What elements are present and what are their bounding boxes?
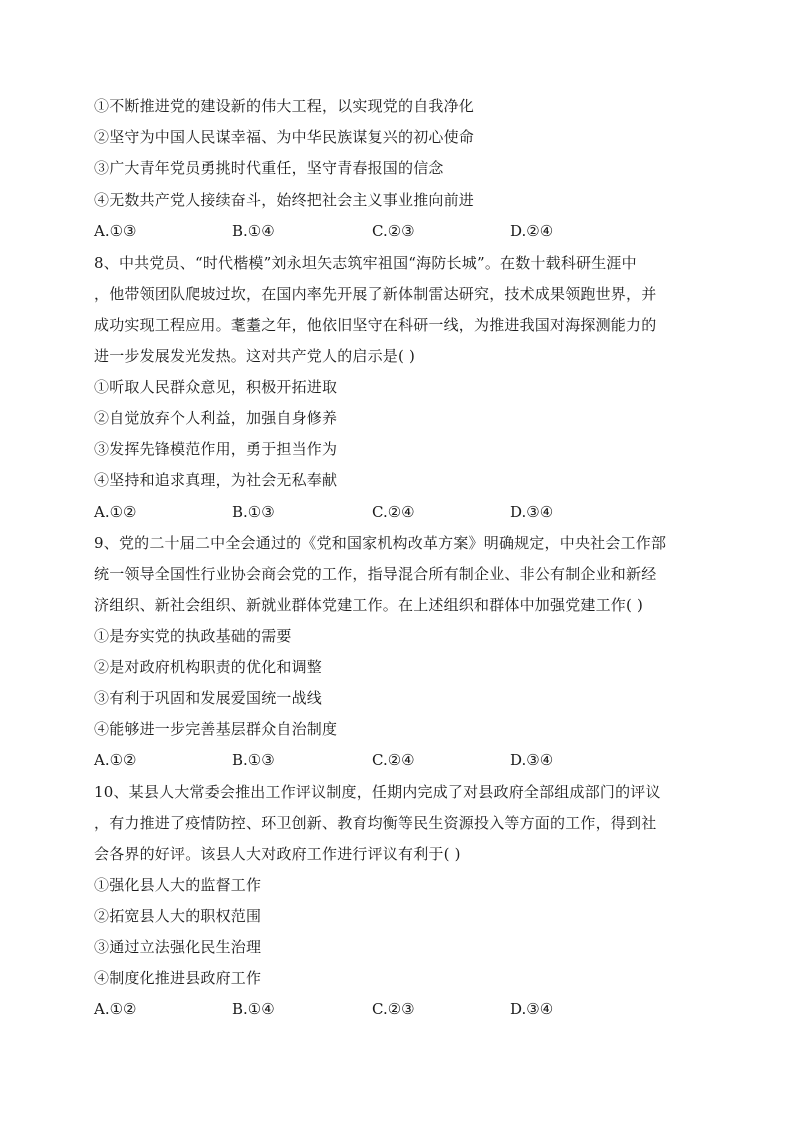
q9-options (94, 750, 704, 770)
q10-stem-line-3: 会各界的好评。该县人大对政府工作进行评议有利于( ) (94, 845, 461, 863)
q8-option-d: D.③④ (510, 503, 554, 521)
q9-option-d: D.③④ (510, 751, 554, 769)
q10-stem-line-1: 10、某县人大常委会推出工作评议制度，任期内完成了对县政府全部组成部门的评议 (94, 783, 661, 801)
q10-options (94, 999, 704, 1019)
q10-item-1: ①强化县人大的监督工作 (94, 876, 262, 894)
q10-option-c: C.②③ (372, 1000, 415, 1018)
q9-option-a: A.①② (94, 751, 137, 769)
q9-stem-line-2: 统一领导全国性行业协会商会党的工作，指导混合所有制企业、非公有制企业和新经 (94, 565, 657, 583)
q9-item-2: ②是对政府机构职责的优化和调整 (94, 658, 323, 676)
q8-item-1: ①听取人民群众意见，积极开拓进取 (94, 378, 338, 396)
q8-stem-line-1: 8、中共党员、“时代楷模”刘永坦矢志筑牢祖国“海防长城”。在数十载科研生涯中 (94, 254, 637, 272)
q8-option-c: C.②④ (372, 503, 415, 521)
q9-item-3: ③有利于巩固和发展爱国统一战线 (94, 689, 323, 707)
q8-stem-line-2: ，他带领团队爬坡过坎，在国内率先开展了新体制雷达研究，技术成果领跑世界，并 (94, 285, 657, 303)
q10-item-4: ④制度化推进县政府工作 (94, 969, 262, 987)
q8-options (94, 502, 704, 522)
q7-options (94, 221, 704, 241)
q8-option-b: B.①③ (232, 503, 275, 521)
q9-stem-line-3: 济组织、新社会组织、新就业群体党建工作。在上述组织和群体中加强党建工作( ) (94, 596, 644, 614)
q10-option-d: D.③④ (510, 1000, 554, 1018)
q10-item-2: ②拓宽县人大的职权范围 (94, 907, 262, 925)
q8-item-3: ③发挥先锋模范作用，勇于担当作为 (94, 440, 338, 458)
q9-item-1: ①是夯实党的执政基础的需要 (94, 627, 292, 645)
q7-option-b: B.①④ (232, 222, 275, 240)
q7-option-a: A.①③ (94, 222, 137, 240)
q8-stem-line-4: 进一步发展发光发热。这对共产党人的启示是( ) (94, 347, 416, 365)
q7-option-d: D.②④ (510, 222, 554, 240)
q7-item-1: ①不断推进党的建设新的伟大工程，以实现党的自我净化 (94, 97, 475, 115)
q9-item-4: ④能够进一步完善基层群众自治制度 (94, 720, 338, 738)
q9-option-c: C.②④ (372, 751, 415, 769)
q9-stem-line-1: 9、党的二十届二中全会通过的《党和国家机构改革方案》明确规定，中央社会工作部 (94, 534, 667, 552)
q7-item-2: ②坚守为中国人民谋幸福、为中华民族谋复兴的初心使命 (94, 128, 475, 146)
q8-item-4: ④坚持和追求真理，为社会无私奉献 (94, 471, 338, 489)
q8-stem-line-3: 成功实现工程应用。耄耋之年，他依旧坚守在科研一线，为推进我国对海探测能力的 (94, 316, 657, 334)
q8-option-a: A.①② (94, 503, 137, 521)
q10-option-a: A.①② (94, 1000, 137, 1018)
q10-option-b: B.①④ (232, 1000, 275, 1018)
q7-item-4: ④无数共产党人接续奋斗，始终把社会主义事业推向前进 (94, 191, 475, 209)
q10-stem-line-2: ，有力推进了疫情防控、环卫创新、教育均衡等民生资源投入等方面的工作，得到社 (94, 814, 657, 832)
q8-item-2: ②自觉放弃个人利益，加强自身修养 (94, 409, 338, 427)
q7-option-c: C.②③ (372, 222, 415, 240)
q9-option-b: B.①③ (232, 751, 275, 769)
q7-item-3: ③广大青年党员勇挑时代重任，坚守青春报国的信念 (94, 159, 444, 177)
q10-item-3: ③通过立法强化民生治理 (94, 938, 262, 956)
